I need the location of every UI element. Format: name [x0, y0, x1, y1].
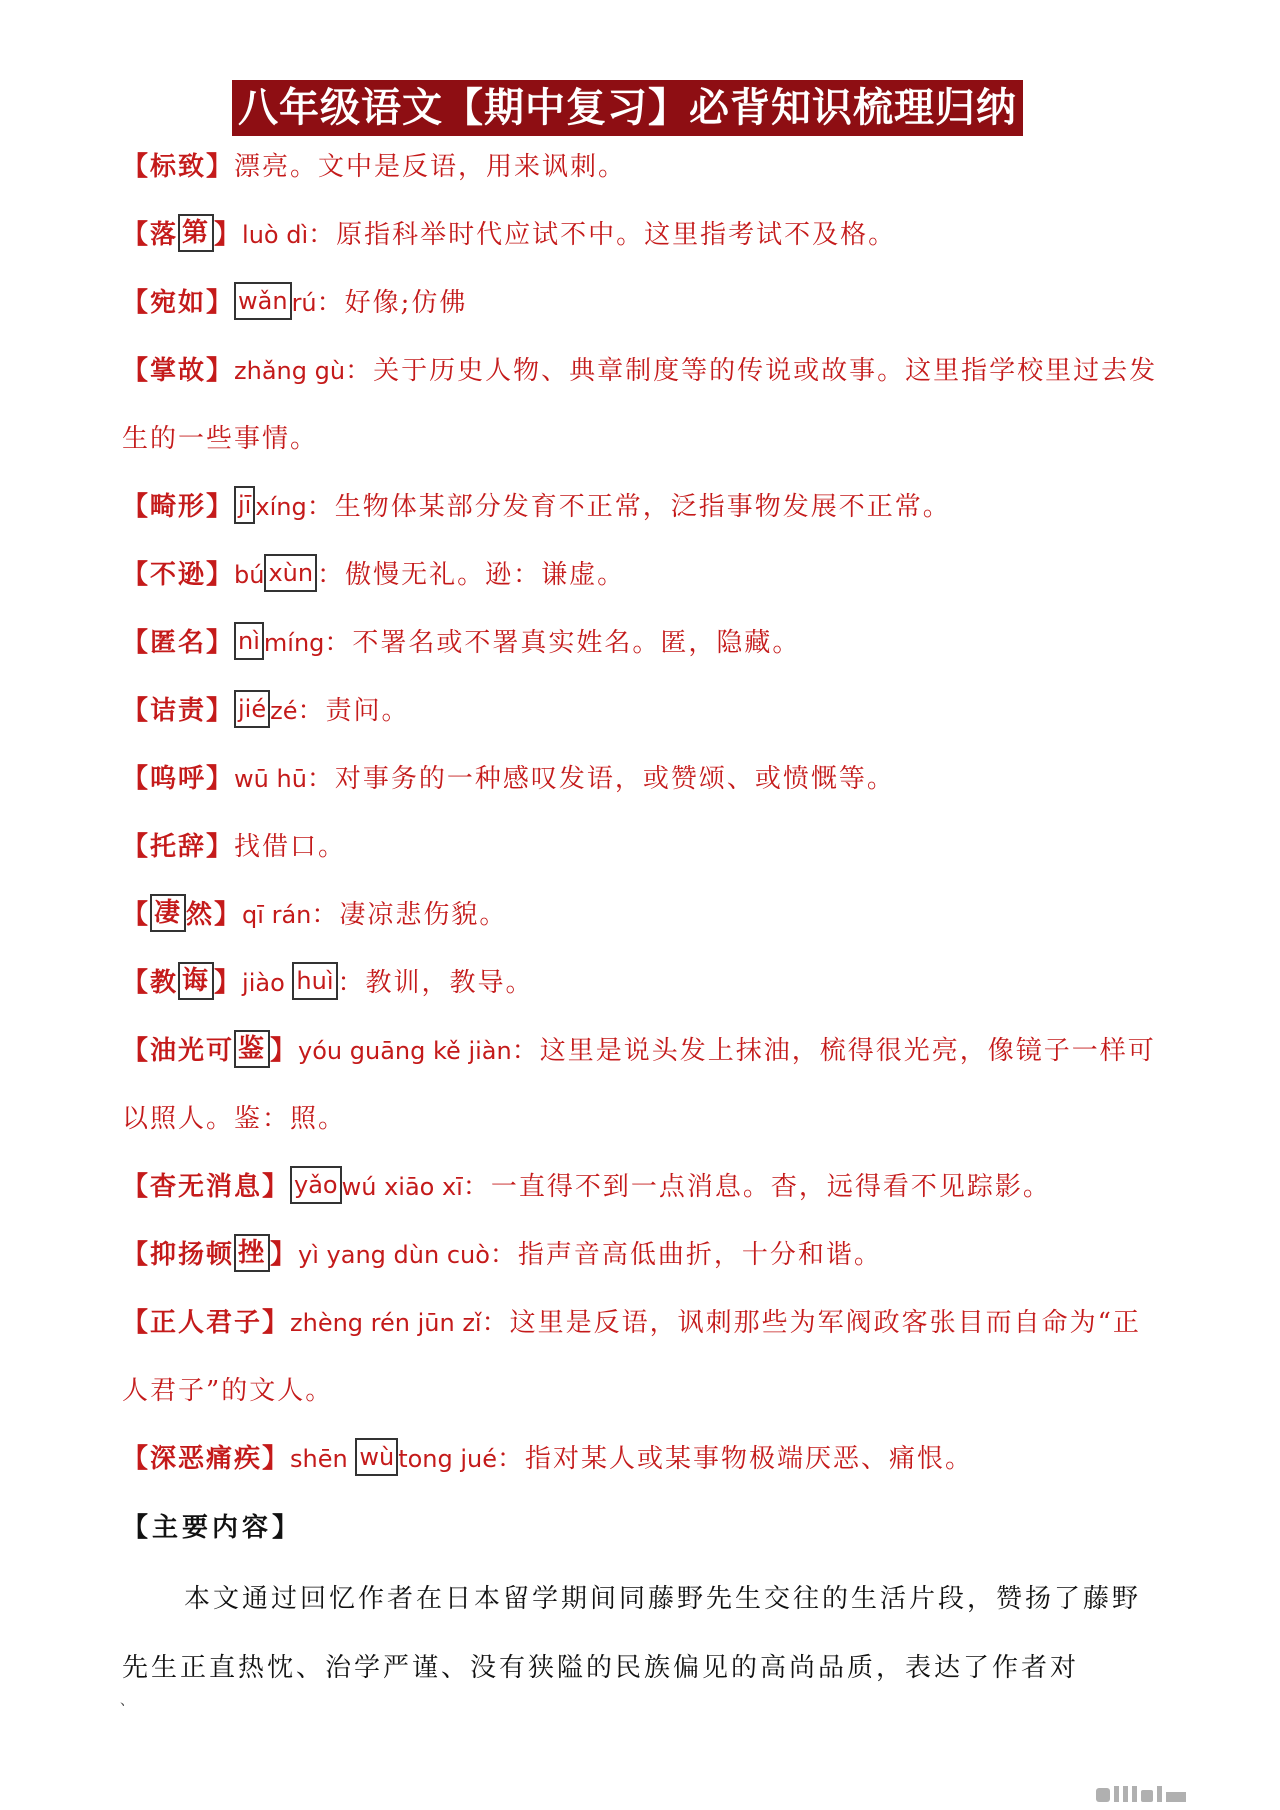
vocab-entry: [122, 745, 1167, 813]
entry-pinyin: luò dì: [242, 221, 309, 249]
vocab-entry: [122, 949, 1167, 1017]
vocab-entry: [122, 609, 1167, 677]
entry-term: 【标致】: [122, 152, 235, 182]
entry-pinyin-boxed: huì: [292, 962, 337, 1000]
entry-pinyin: míng: [263, 629, 325, 657]
page-title: 八年级语文【期中复习】必背知识梳理归纳: [232, 80, 1023, 136]
entry-definition: ：傲慢无礼。逊：谦虚。: [317, 560, 626, 590]
entry-term: 【不逊】: [122, 560, 235, 590]
entry-term: 【呜呼】: [122, 764, 235, 794]
entry-pinyin: bú: [234, 561, 265, 589]
vocab-entry: [122, 337, 1167, 473]
entry-definition: ：不署名或不署真实姓名。匿，隐藏。: [324, 628, 801, 658]
entry-definition: 找借口。: [234, 832, 347, 862]
entry-term: 【抑扬顿: [122, 1240, 235, 1270]
entry-term-end: 】: [214, 220, 243, 250]
entry-pinyin-boxed: jī: [234, 486, 255, 524]
vocab-entry: [122, 541, 1167, 609]
entry-definition: ：指声音高低曲折，十分和谐。: [489, 1240, 882, 1270]
entry-pinyin-boxed: nì: [234, 622, 264, 660]
vocab-entry: [122, 133, 1167, 201]
entry-term: 【畸形】: [122, 492, 235, 522]
entry-definition: ：关于历史人物、典章制度等的传说或故事。这里指学校里过去发生的一些事情。: [122, 356, 1158, 454]
vocab-entry: [122, 881, 1167, 949]
entry-term-end: 】: [214, 968, 243, 998]
entry-definition: ：这里是反语，讽刺那些为军阀政客张目而自命为“正人君子”的文人。: [122, 1308, 1141, 1406]
entry-definition: ：好像;仿佛: [316, 288, 468, 318]
entry-pinyin: xíng: [255, 493, 307, 521]
entry-pinyin-boxed: wù: [355, 1438, 398, 1476]
entry-pinyin: qī rán: [242, 901, 312, 929]
entry-term: 【: [122, 900, 151, 930]
vocab-entry: [122, 1221, 1167, 1289]
entry-pinyin-boxed: wǎn: [234, 282, 292, 320]
entry-pinyin: yóu guāng kě jiàn: [298, 1037, 512, 1065]
entry-term: 【油光可: [122, 1036, 235, 1066]
vocab-entry: [122, 1425, 1167, 1493]
body-paragraph: 本文通过回忆作者在日本留学期间同藤野先生交往的生活片段，赞扬了藤野先生正直热忱、治学严谨、没有狭隘的民族偏见的高尚品质，表达了作者对: [122, 1584, 1142, 1683]
entry-term: 【匿名】: [122, 628, 235, 658]
stray-mark: 、: [120, 1693, 134, 1709]
entry-term: 【掌故】: [122, 356, 235, 386]
vocab-entry: [122, 473, 1167, 541]
entry-definition: ：一直得不到一点消息。杳，远得看不见踪影。: [462, 1172, 1051, 1202]
entry-pinyin: shēn: [290, 1445, 356, 1473]
vocab-entry: [122, 1289, 1167, 1425]
entry-term-boxed-char: 第: [178, 214, 214, 252]
entry-term: 【杳无消息】: [122, 1172, 291, 1202]
entry-pinyin: zhèng rén jūn zǐ: [290, 1309, 482, 1337]
entry-term-boxed-char: 凄: [150, 894, 186, 932]
entry-pinyin: wú xiāo xī: [341, 1173, 463, 1201]
entry-definition: ：生物体某部分发育不正常，泛指事物发展不正常。: [306, 492, 951, 522]
vocab-entry: [122, 677, 1167, 745]
watermark-bars-icon: [1096, 1786, 1186, 1802]
vocab-entry: [122, 1153, 1167, 1221]
vocab-entry: [122, 269, 1167, 337]
entry-pinyin-boxed: xùn: [264, 554, 317, 592]
entry-pinyin: jiào: [242, 969, 293, 997]
entry-term: 【落: [122, 220, 179, 250]
vocab-entry: [122, 201, 1167, 269]
entry-term-end: 】: [270, 1036, 299, 1066]
entry-definition: ：教训，教导。: [337, 968, 534, 998]
vocab-list: [122, 133, 1167, 1493]
entry-pinyin: yì yang dùn cuò: [298, 1241, 490, 1269]
section-heading: 【主要内容】: [122, 1513, 303, 1543]
entry-definition: ：责问。: [297, 696, 410, 726]
entry-term-end: 】: [270, 1240, 299, 1270]
entry-term-boxed-char: 鉴: [234, 1030, 270, 1068]
entry-pinyin-boxed: yǎo: [290, 1166, 342, 1204]
entry-definition: ：这里是说头发上抹油，梳得很光亮，像镜子一样可以照人。鉴：照。: [122, 1036, 1156, 1134]
entry-term-boxed-char: 诲: [178, 962, 214, 1000]
vocab-entry: [122, 1017, 1167, 1153]
entry-term: 【正人君子】: [122, 1308, 291, 1338]
entry-definition: ：对事务的一种感叹发语，或赞颂、或愤慨等。: [306, 764, 895, 794]
entry-pinyin: rú: [291, 289, 317, 317]
entry-term-end: 然】: [186, 900, 243, 930]
entry-pinyin: wū hū: [234, 765, 307, 793]
vocab-entry: [122, 813, 1167, 881]
entry-pinyin: zhǎng gù: [234, 357, 346, 385]
entry-term-boxed-char: 挫: [234, 1234, 270, 1272]
entry-definition: ：凄凉悲伤貌。: [311, 900, 508, 930]
entry-term: 【教: [122, 968, 179, 998]
entry-term: 【宛如】: [122, 288, 235, 318]
entry-definition: ：原指科举时代应试不中。这里指考试不及格。: [308, 220, 897, 250]
entry-term: 【托辞】: [122, 832, 235, 862]
entry-term: 【深恶痛疾】: [122, 1444, 291, 1474]
entry-pinyin-boxed: jié: [234, 690, 270, 728]
entry-pinyin: zé: [270, 697, 298, 725]
entry-pinyin: tong jué: [398, 1445, 497, 1473]
entry-term: 【诘责】: [122, 696, 235, 726]
entry-definition: 漂亮。文中是反语，用来讽刺。: [234, 152, 627, 182]
entry-definition: ：指对某人或某事物极端厌恶、痛恨。: [497, 1444, 974, 1474]
